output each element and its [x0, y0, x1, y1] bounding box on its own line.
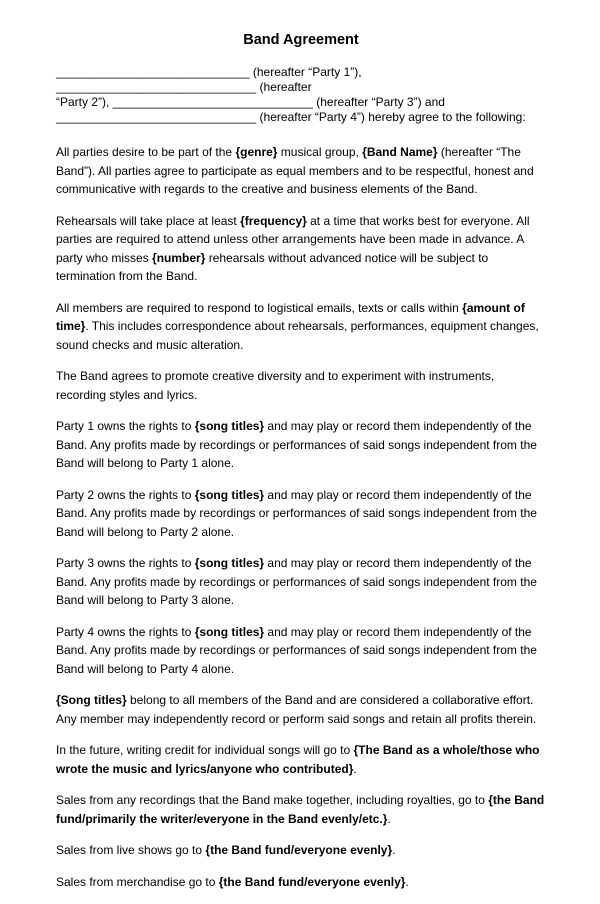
- placeholder-song-titles: {song titles}: [194, 487, 265, 502]
- paragraph-rehearsals: Rehearsals will take place at least {frequency} at a time that works best for everyone. All parties are required to attend unless other arrangements have been made in advance. A party who misses {number} rehearsals without advanced notice will be subject to termination from the Band.: [56, 213, 530, 283]
- placeholder-writing-credit: {The Band as a whole/those who wrote the music and lyrics/anyone who contributed}: [56, 743, 540, 776]
- placeholder-recording-sales: {the Band fund/primarily the writer/everyone in the Band evenly/etc.}: [56, 793, 545, 826]
- paragraph-membership: All parties desire to be part of the {genre} musical group, {Band Name} (hereafter “The Band”). All parties agree to participate as equal members and to be respectful, honest and communicative with regards to the creative and business elements of the Band.: [56, 145, 534, 196]
- paragraph-party-1-rights: Party 1 owns the rights to {song titles} and may play or record them independently of the Band. Any profits made by recordings or performances of said songs independent from the Band will belong to Party 1 alone.: [56, 419, 537, 470]
- placeholder-frequency: {frequency}: [240, 213, 307, 228]
- placeholder-song-titles: {Song titles}: [56, 693, 127, 707]
- placeholder-genre: {genre}: [235, 145, 278, 159]
- placeholder-merchandise-sales: {the Band fund/everyone evenly}: [218, 874, 406, 889]
- placeholder-number: {number}: [152, 250, 206, 265]
- paragraph-party-3-rights: Party 3 owns the rights to {song titles} and may play or record them independently of the Band. Any profits made by recordings or performances of said songs independent from the Band will belong to Party 3 alone.: [56, 556, 537, 607]
- paragraph-party-4-rights: Party 4 owns the rights to {song titles} and may play or record them independently of the Band. Any profits made by recordings or performances of said songs independent from the Band will belong to Party 4 alone.: [56, 624, 537, 676]
- parties-line-1: _____________________________ (hereafter “Party 1”), ______________________________ (hereafter: [56, 65, 362, 94]
- document-page: [56, 30, 546, 904]
- paragraph-communication: All members are required to respond to logistical emails, texts or calls within {amount of time}. This includes correspondence about rehearsals, performances, equipment changes, sound checks and music alteration.: [56, 300, 539, 352]
- parties-block: [56, 65, 546, 125]
- parties-line-2: “Party 2”), ______________________________ (hereafter “Party 3”) and: [56, 95, 445, 109]
- placeholder-song-titles: {song titles}: [194, 556, 265, 570]
- paragraph-party-2-rights: Party 2 owns the rights to {song titles} and may play or record them independently of the Band. Any profits made by recordings or performances of said songs independent from the Band will belong to Party 2 alone.: [56, 487, 537, 539]
- paragraph-creative-diversity: The Band agrees to promote creative diversity and to experiment with instruments, recording styles and lyrics.: [56, 369, 495, 402]
- paragraph-live-show-sales: Sales from live shows go to {the Band fund/everyone evenly}.: [56, 843, 396, 857]
- placeholder-band-name: {Band Name}: [362, 145, 438, 159]
- placeholder-live-show-sales: {the Band fund/everyone evenly}: [205, 843, 393, 857]
- document-title: Band Agreement: [243, 32, 359, 48]
- paragraph-merchandise-sales: Sales from merchandise go to {the Band fund/everyone evenly}.: [56, 874, 409, 889]
- placeholder-song-titles: {song titles}: [194, 419, 265, 433]
- paragraph-shared-songs: {Song titles} belong to all members of the Band and are considered a collaborative effort. Any member may independently record or perform said songs and retain all profits therein.: [56, 693, 537, 726]
- paragraph-writing-credit: In the future, writing credit for individual songs will go to {The Band as a whole/those who wrote the music and lyrics/anyone who contributed}.: [56, 743, 540, 776]
- parties-line-3: ______________________________ (hereafter “Party 4”) hereby agree to the following:: [56, 110, 526, 124]
- placeholder-song-titles: {song titles}: [194, 624, 265, 639]
- placeholder-amount-of-time: {amount of time}: [56, 300, 525, 333]
- paragraph-recording-sales: Sales from any recordings that the Band make together, including royalties, go to {the Band fund/primarily the writer/everyone in the Band evenly/etc.}.: [56, 793, 545, 826]
